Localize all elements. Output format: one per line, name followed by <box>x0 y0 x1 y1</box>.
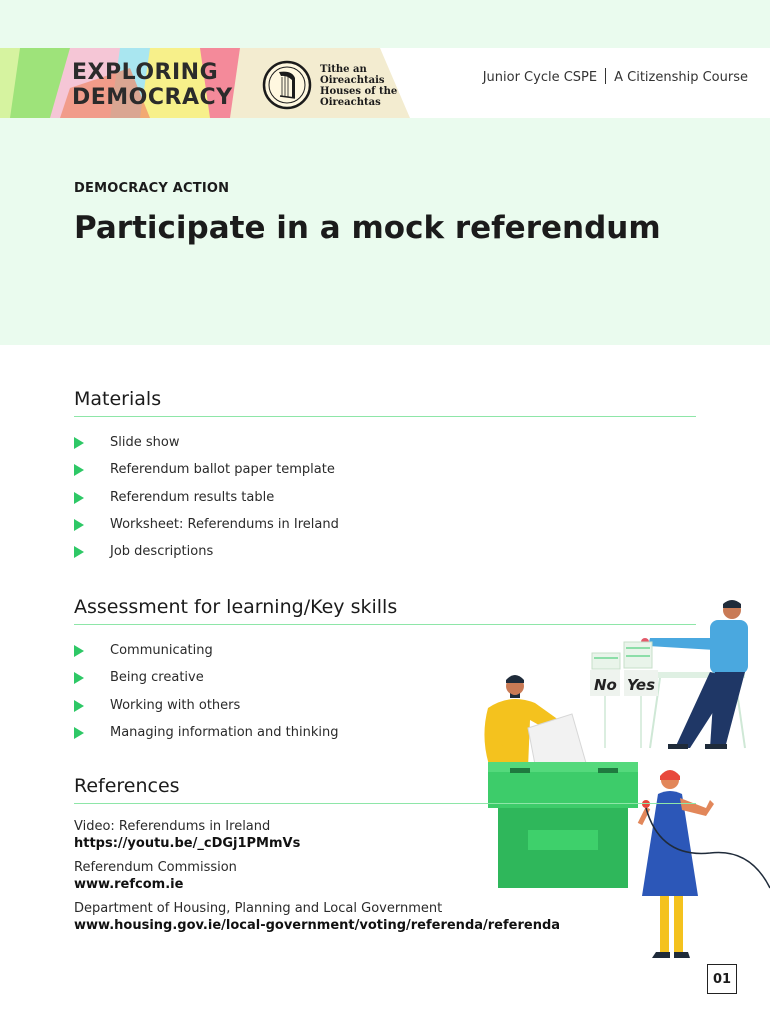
oireachtas-line-2: Oireachtais <box>320 75 385 86</box>
ballot-stacks <box>592 642 652 669</box>
list-item <box>74 456 696 483</box>
list-item <box>74 538 696 565</box>
list-item-text: Being creative <box>110 670 204 686</box>
logo-line-1: EXPLORING <box>72 60 219 85</box>
bullet-arrow-icon <box>74 546 84 558</box>
reference-link[interactable]: www.refcom.ie <box>74 877 184 892</box>
references-heading: References <box>74 775 696 804</box>
reference-item <box>74 818 696 852</box>
materials-list <box>74 429 696 565</box>
page-title: Participate in a mock referendum <box>74 210 661 246</box>
reference-label: Referendum Commission <box>74 860 237 875</box>
bullet-arrow-icon <box>74 437 84 449</box>
houses-of-oireachtas-logo <box>320 64 397 108</box>
oireachtas-line-1: Tithe an <box>320 64 367 75</box>
materials-section <box>74 388 696 565</box>
exploring-democracy-logo <box>72 60 233 110</box>
reference-link[interactable]: https://youtu.be/_cDGj1PMmVs <box>74 836 301 851</box>
bullet-arrow-icon <box>74 645 84 657</box>
list-item-text: Job descriptions <box>110 544 214 560</box>
bullet-arrow-icon <box>74 519 84 531</box>
no-sign-text: No <box>594 676 617 694</box>
bullet-arrow-icon <box>74 727 84 739</box>
references-section <box>74 775 696 941</box>
reference-item <box>74 859 696 893</box>
reference-item <box>74 900 696 934</box>
assessment-heading: Assessment for learning/Key skills <box>74 596 696 625</box>
list-item-text: Slide show <box>110 435 180 450</box>
harp-seal-icon <box>262 60 312 110</box>
logo-line-2: DEMOCRACY <box>72 85 233 110</box>
list-item-text: Worksheet: Referendums in Ireland <box>110 516 339 532</box>
materials-heading: Materials <box>74 388 696 417</box>
bullet-arrow-icon <box>74 700 84 712</box>
divider <box>605 68 606 84</box>
list-item-text: Referendum results table <box>110 489 275 505</box>
section-label: DEMOCRACY ACTION <box>74 181 230 196</box>
reference-label: Video: Referendums in Ireland <box>74 819 271 834</box>
page-number: 01 <box>707 964 737 994</box>
bullet-arrow-icon <box>74 464 84 476</box>
list-item <box>74 511 696 538</box>
reference-label: Department of Housing, Planning and Local Government <box>74 901 443 916</box>
reference-link[interactable]: www.housing.gov.ie/local-government/voting/referenda/referenda <box>74 918 561 933</box>
list-item <box>74 484 696 511</box>
list-item-text: Referendum ballot paper template <box>110 462 335 478</box>
bullet-arrow-icon <box>74 672 84 684</box>
bullet-arrow-icon <box>74 492 84 504</box>
list-item-text: Communicating <box>110 643 213 658</box>
no-sign <box>590 670 620 748</box>
yes-sign <box>624 670 658 748</box>
course-label <box>483 68 748 85</box>
list-item-text: Working with others <box>110 697 241 713</box>
yes-sign-text: Yes <box>627 676 656 694</box>
references-list <box>74 818 696 934</box>
course-right: A Citizenship Course <box>614 70 748 85</box>
course-left: Junior Cycle CSPE <box>482 70 598 85</box>
oireachtas-line-4: Oireachtas <box>320 97 381 108</box>
list-item <box>74 429 696 456</box>
oireachtas-line-3: Houses of the <box>320 86 398 97</box>
list-item-text: Managing information and thinking <box>110 724 339 740</box>
